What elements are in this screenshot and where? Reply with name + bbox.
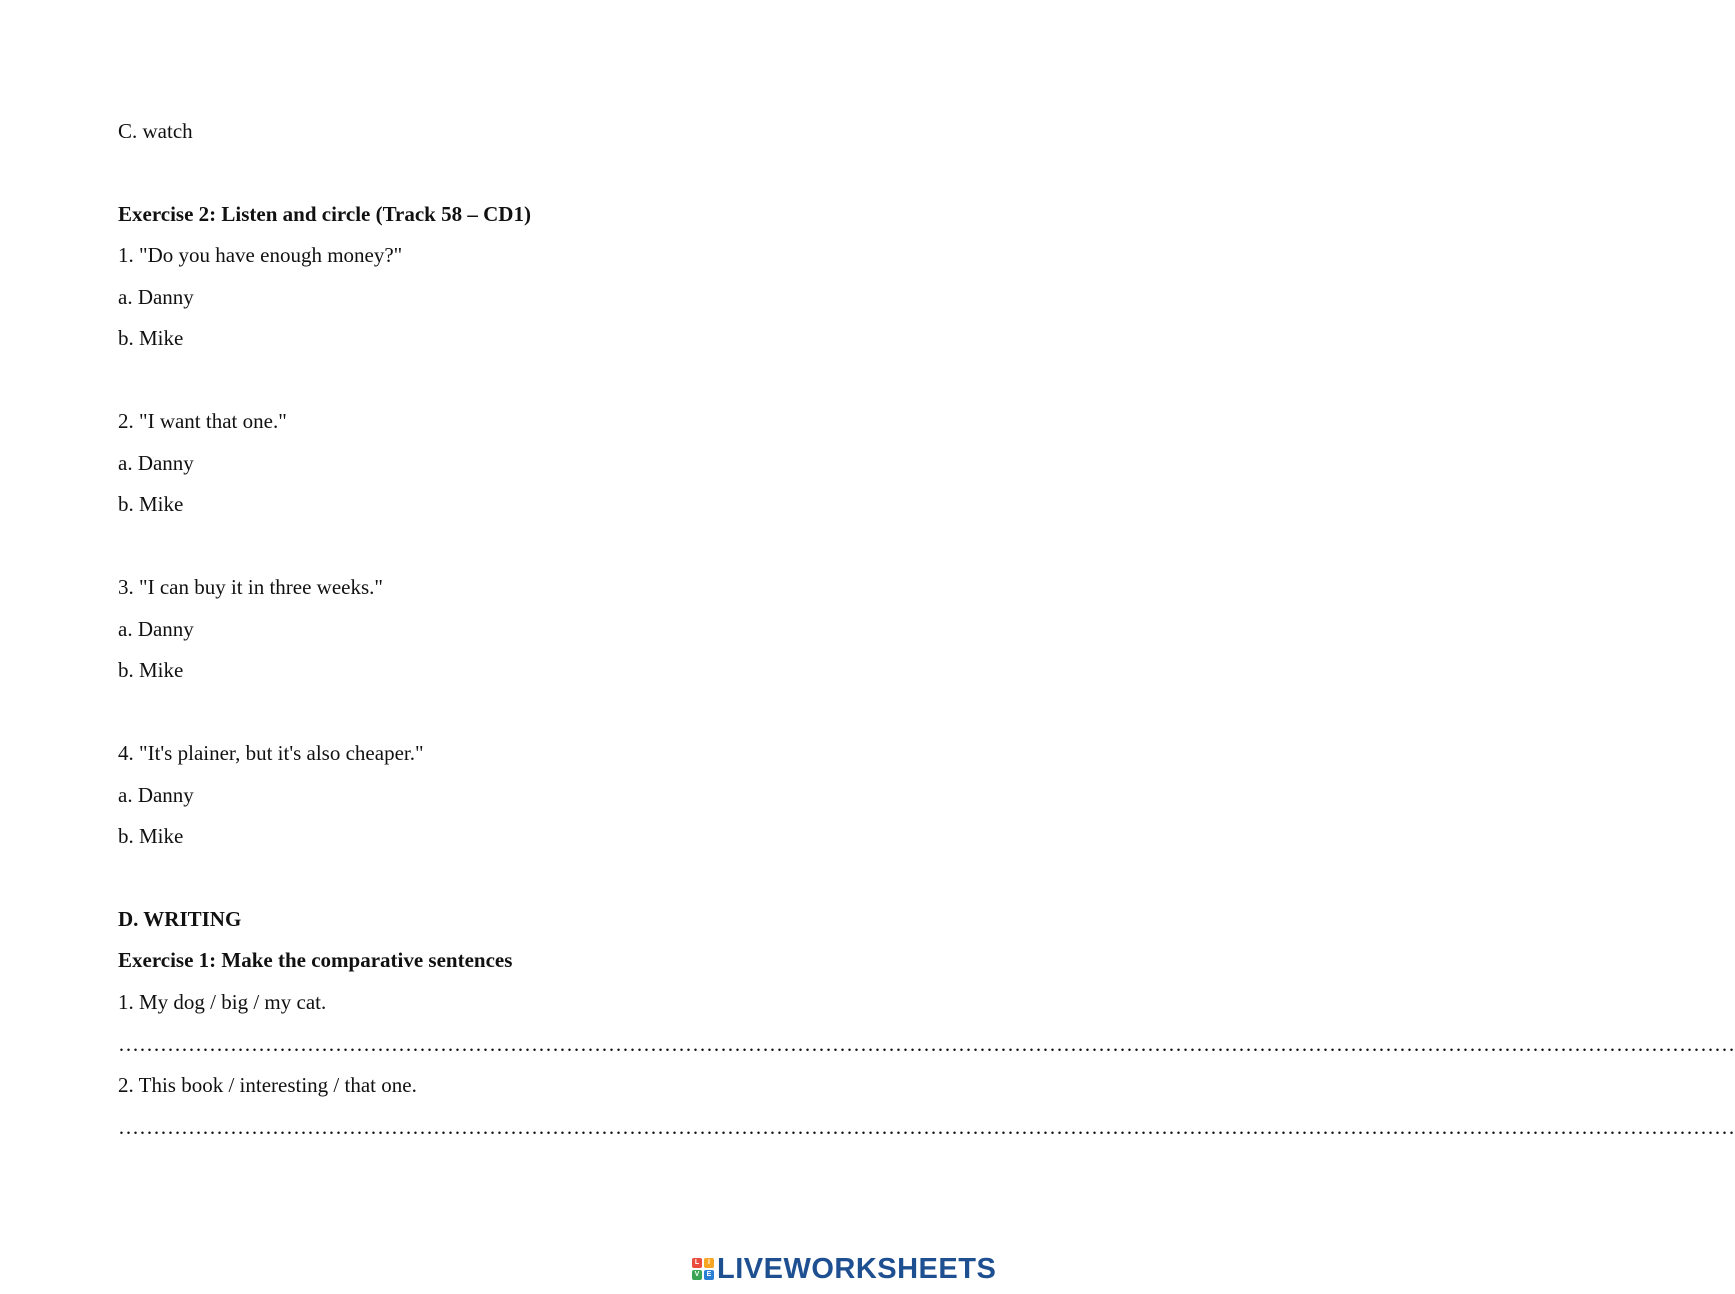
question-3-option-a[interactable]: a. Danny	[118, 617, 194, 641]
question-3-option-b[interactable]: b. Mike	[118, 658, 184, 682]
question-2-option-b[interactable]: b. Mike	[118, 492, 184, 516]
writing-item-2-prompt: 2. This book / interesting / that one.	[118, 1073, 417, 1097]
liveworksheets-logo-icon	[692, 1258, 714, 1280]
question-2-option-a[interactable]: a. Danny	[118, 451, 194, 475]
writing-item-1-prompt: 1. My dog / big / my cat.	[118, 990, 327, 1014]
question-1-prompt: 1. "Do you have enough money?"	[118, 243, 403, 267]
question-1-option-a[interactable]: a. Danny	[118, 285, 194, 309]
writing-item-2-answer-line[interactable]: ……………………………………………………………………………………………………………………………………………………………………………………………………………	[118, 1115, 1735, 1139]
logo-tile-l: L	[692, 1258, 702, 1268]
writing-item-1-answer-line[interactable]: ……………………………………………………………………………………………………………………………………………………………………………………………………………	[118, 1032, 1735, 1056]
logo-tile-e: E	[704, 1270, 714, 1280]
listening-exercise-heading: Exercise 2: Listen and circle (Track 58 – CD1)	[118, 202, 531, 226]
question-4-option-b[interactable]: b. Mike	[118, 824, 184, 848]
question-4-option-a[interactable]: a. Danny	[118, 783, 194, 807]
question-4-prompt: 4. "It's plainer, but it's also cheaper."	[118, 741, 424, 765]
question-2-prompt: 2. "I want that one."	[118, 409, 287, 433]
writing-exercise-heading: Exercise 1: Make the comparative sentences	[118, 948, 513, 972]
writing-section-title: D. WRITING	[118, 907, 242, 931]
logo-tile-v: V	[692, 1270, 702, 1280]
question-3-prompt: 3. "I can buy it in three weeks."	[118, 575, 383, 599]
liveworksheets-logo	[692, 1254, 996, 1284]
previous-option-c: C. watch	[118, 119, 193, 143]
question-1-option-b[interactable]: b. Mike	[118, 326, 184, 350]
liveworksheets-logo-text: LIVEWORKSHEETS	[717, 1252, 997, 1285]
logo-tile-i: I	[704, 1258, 714, 1268]
